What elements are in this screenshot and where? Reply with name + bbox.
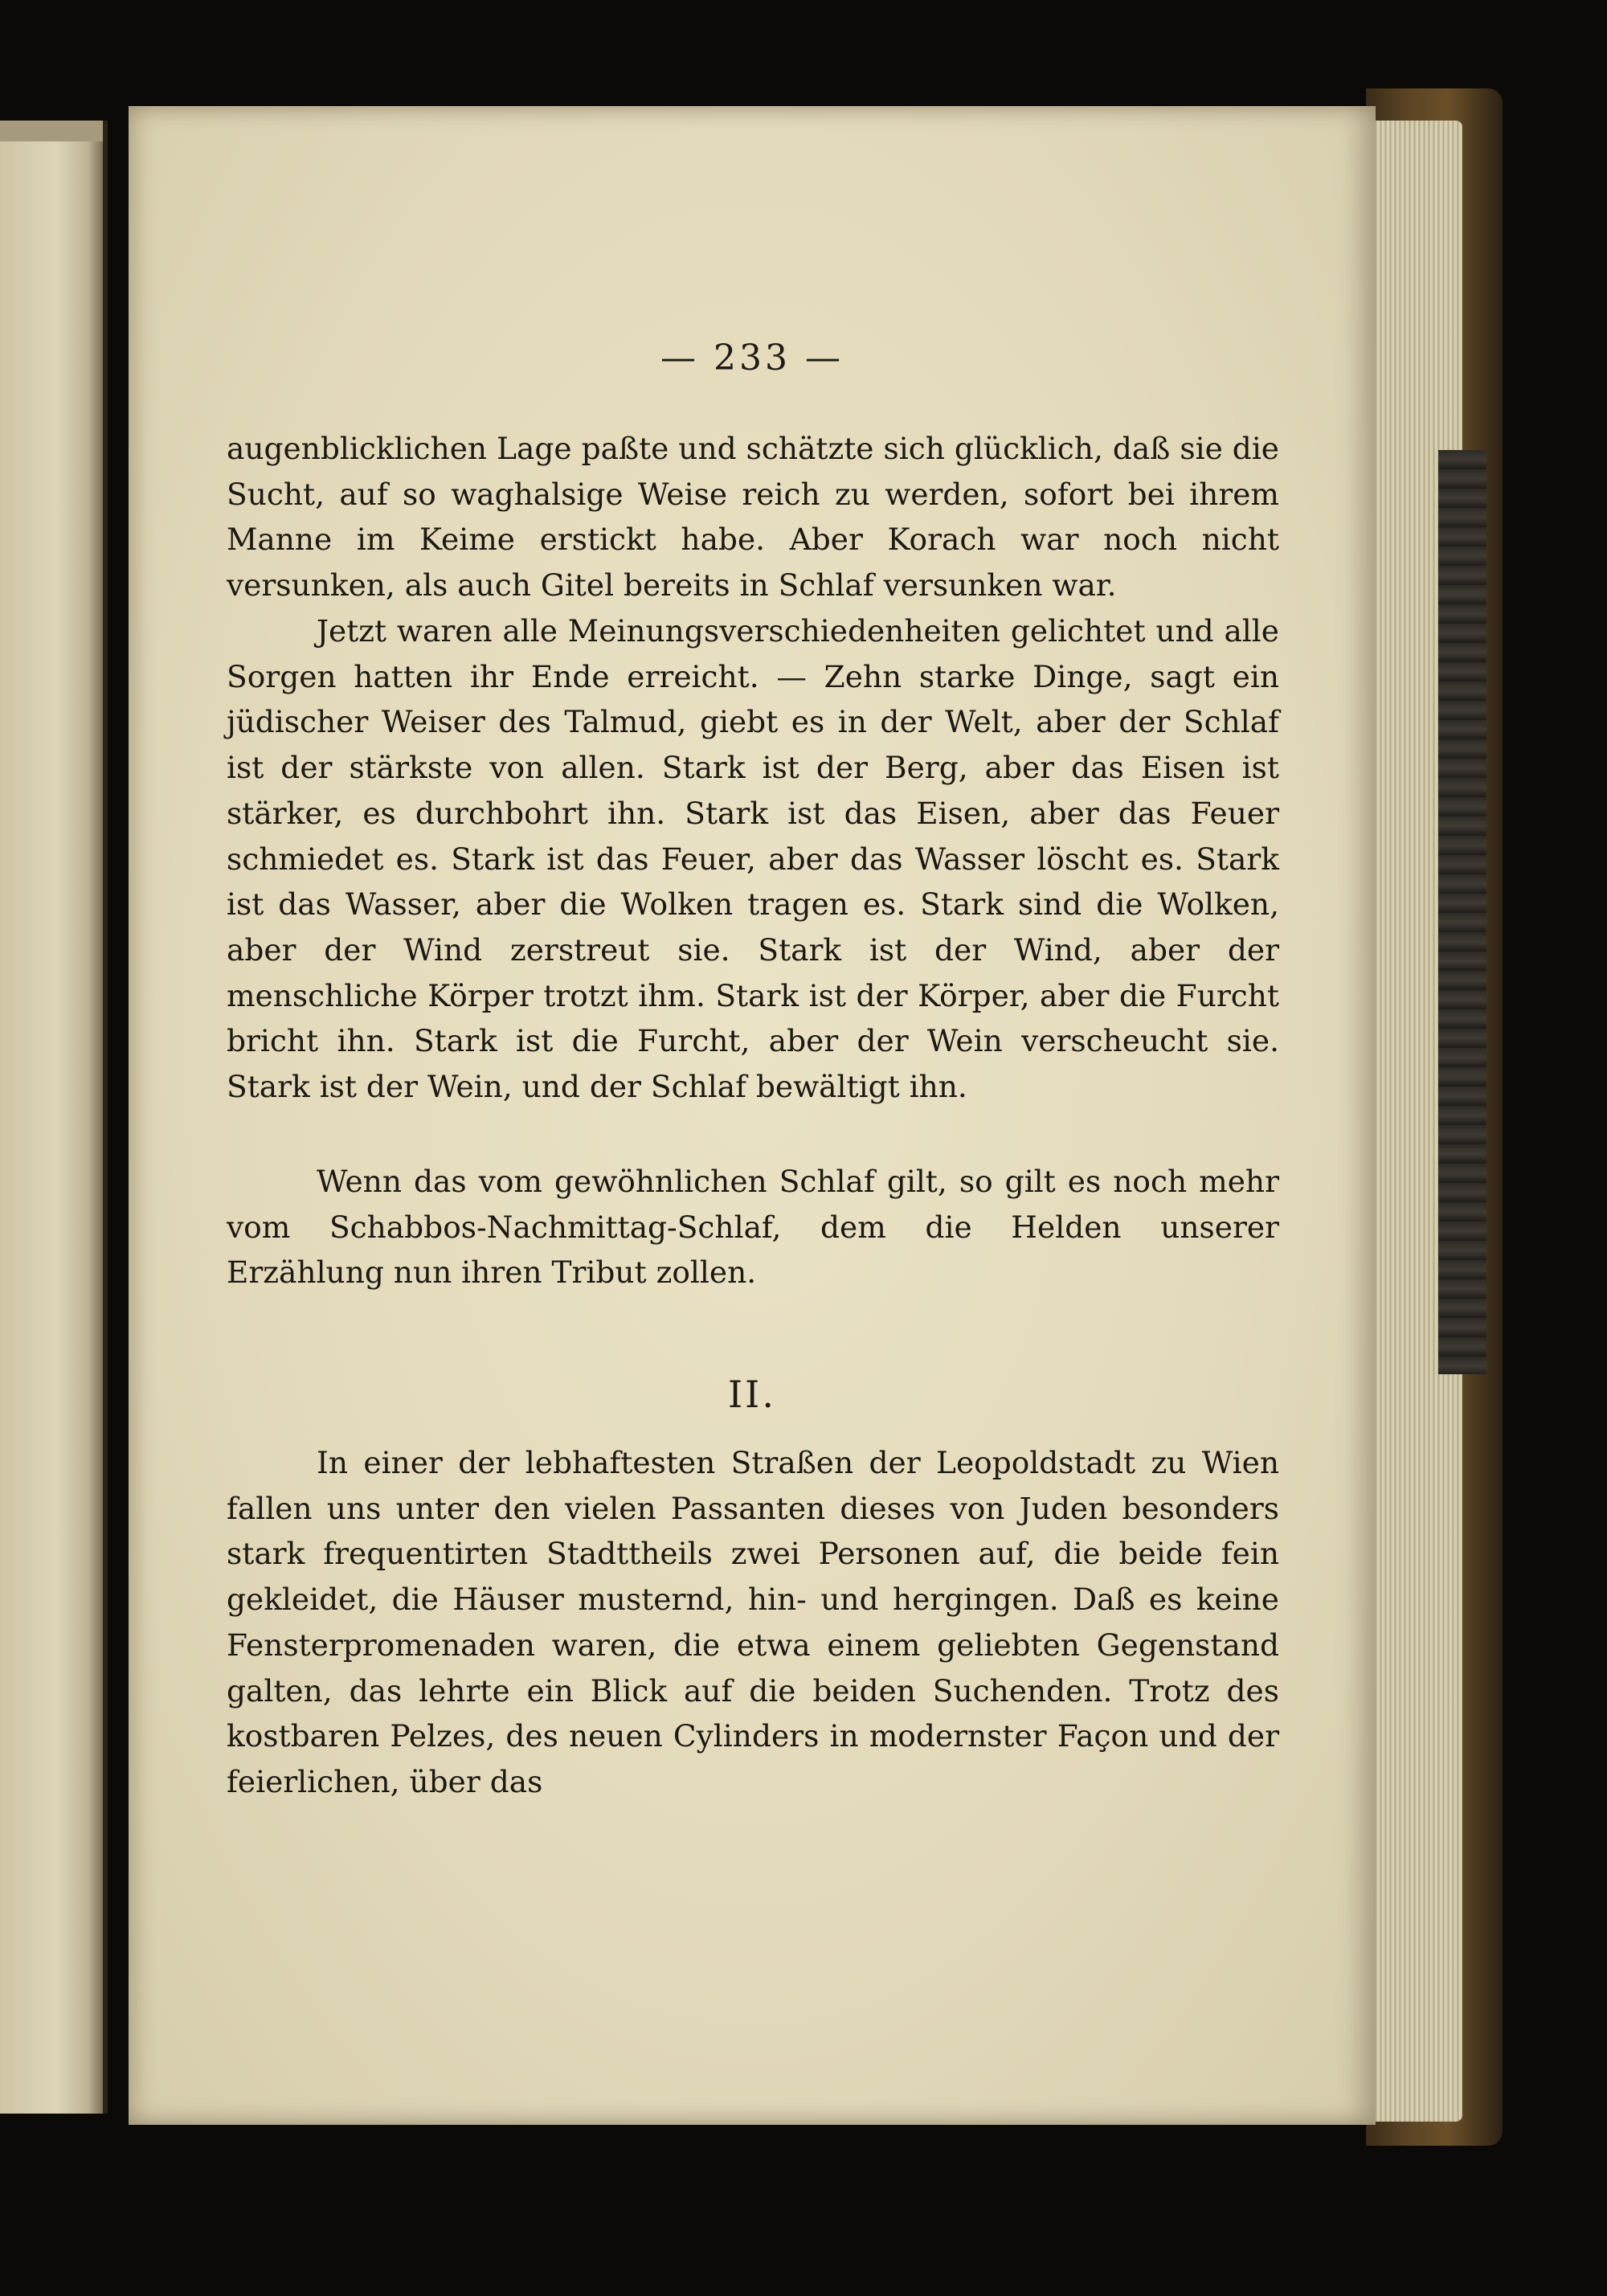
page-number: — 233 — (660, 338, 844, 379)
paragraph-4: In einer der lebhaftesten Straßen der Leopoldstadt zu Wien fallen uns unter den vielen Passanten dieses von Juden besonders stark frequentirten Stadttheils zwei Personen auf, die beide fein gekleidet, die Häuser musternd, hin- und hergingen. Daß es keine Fensterpromenaden waren, die etwa einem geliebten Gegenstand galten, das lehrte ein Blick auf die beiden Suchenden. Trotz des kostbaren Pelzes, des neuen Cylinders in modernster Façon und der feierlichen, über das (227, 1445, 1279, 1799)
section-heading: II. (728, 1373, 776, 1416)
cover-band (1438, 450, 1486, 1374)
paragraph-2: Jetzt waren alle Meinungsverschiedenheiten gelichtet und alle Sorgen hatten ihr Ende erreicht. — Zehn starke Dinge, sagt ein jüdischer Weiser des Talmud, giebt es in der Welt, aber der Schlaf ist der stärkste von allen. Stark ist der Berg, aber das Eisen ist stärker, es durchbohrt ihn. Stark ist das Eisen, aber das Feuer schmiedet es. Stark ist das Feuer, aber das Wasser löscht es. Stark ist das Wasser, aber die Wolken tragen es. Stark sind die Wolken, aber der Wind zerstreut sie. Stark ist der Wind, aber der menschliche Körper trotzt ihm. Stark ist der Körper, aber die Furcht bricht ihn. Stark ist die Furcht, aber der Wein verscheucht sie. Stark ist der Wein, und der Schlaf bewältigt ihn. (227, 613, 1279, 1105)
book-page (129, 106, 1376, 2125)
facing-page-edge (0, 121, 108, 2114)
paragraph-1: augenblicklichen Lage paßte und schätzte sich glücklich, daß sie die Sucht, auf so waghalsige Weise reich zu werden, sofort bei ihrem Manne im Keime erstickt habe. Aber Korach war noch nicht versunken, als auch Gitel bereits in Schlaf versunken war. (227, 431, 1279, 604)
paragraph-3: Wenn das vom gewöhnlichen Schlaf gilt, so gilt es noch mehr vom Schabbos-Nachmittag-Schlaf, dem die Helden unserer Erzählung nun ihren Tribut zollen. (227, 1164, 1279, 1291)
